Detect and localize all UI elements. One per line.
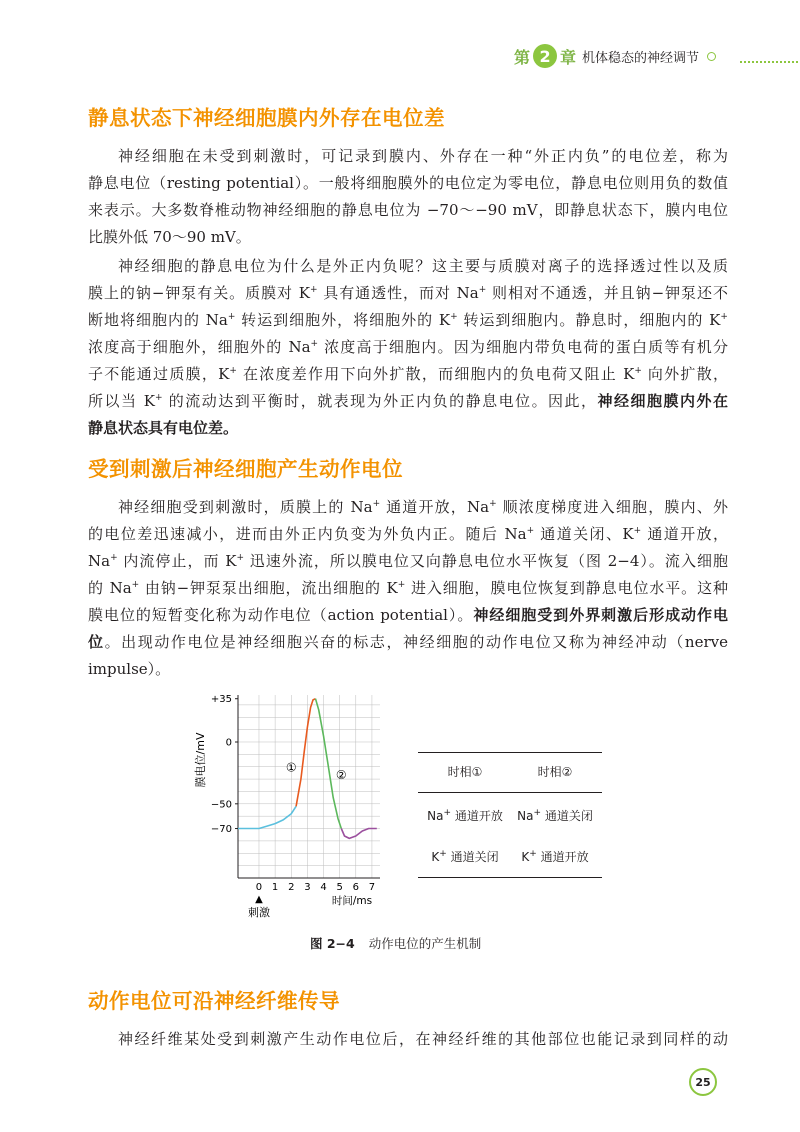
paragraph-conduction: [88, 1026, 728, 1053]
ion-k: K: [431, 850, 440, 864]
table-cell: [510, 848, 600, 865]
charge: +: [526, 526, 535, 536]
text-run: 迅速外流，所以膜电位又向静息电位水平恢复（图 2−4）。流入细胞: [249, 552, 728, 570]
text-line: [88, 388, 728, 415]
action-potential-chart: [190, 690, 390, 920]
text-run: 膜上的钠−钾泵有关。质膜对: [88, 284, 294, 302]
text-line: [88, 334, 728, 361]
text-run: 所以当: [88, 392, 138, 410]
paragraph-action-potential: [88, 494, 728, 683]
ion-na: Na: [467, 498, 490, 516]
text-run: 在浓度差作用下向外扩散，而细胞内的负电荷又阻止: [242, 365, 618, 383]
stimulus-label: 刺激: [247, 906, 270, 919]
charge: +: [309, 285, 318, 295]
ion-na: Na: [288, 338, 311, 356]
text-run: 通道关闭、: [540, 525, 623, 543]
series-line-rest: [238, 806, 296, 828]
charge: +: [229, 366, 237, 376]
series-line-phase2: [316, 699, 342, 829]
table-cell: [510, 807, 600, 824]
ion-na: Na: [456, 284, 479, 302]
stimulus-arrow-icon: ▲: [255, 894, 263, 905]
text-run: 的流动达到平衡时，就表现为外正内负的静息电位。因此，: [168, 392, 598, 410]
y-axis-label: 膜电位/mV: [194, 732, 207, 788]
ion-k: K: [438, 311, 451, 329]
text-line: [88, 602, 728, 629]
x-tick-label: 7: [368, 882, 376, 893]
ion-k: K: [218, 365, 230, 383]
page-number: 25: [689, 1068, 717, 1096]
table-cell: [420, 807, 510, 824]
text-run: 的电位差迅速减小，进而由外正内负变为外负内正。随后: [88, 525, 499, 543]
text-run: 浓度高于细胞外，细胞外的: [88, 338, 283, 356]
charge: +: [310, 339, 319, 349]
chart-axes: [238, 695, 380, 878]
section-heading-conduction: 动作电位可沿神经纤维传导: [88, 989, 340, 1013]
ion-na: Na: [205, 311, 228, 329]
table-rule-bottom: [418, 877, 602, 878]
charge: +: [439, 849, 447, 859]
text-line: [88, 548, 728, 575]
chapter-header: [514, 44, 716, 68]
ion-k: K: [709, 311, 721, 329]
charge: +: [529, 849, 537, 859]
section-heading-resting: 静息状态下神经细胞膜内外存在电位差: [88, 106, 445, 130]
charge: +: [634, 366, 642, 376]
ion-na: Na: [517, 809, 534, 823]
text-line: [88, 521, 728, 548]
figure-caption: [310, 934, 481, 952]
bold-run: 神经细胞受到外界刺激后形成动作电: [473, 606, 728, 624]
text-line: [88, 280, 728, 307]
charge: +: [489, 499, 497, 509]
y-tick-label: 0: [225, 737, 232, 749]
text-line: [88, 494, 728, 521]
charge: +: [397, 580, 406, 590]
ion-k: K: [225, 552, 237, 570]
text-run: 膜电位的短暂变化称为动作电位（action potential）。: [88, 606, 474, 624]
chapter-suffix: 章: [560, 47, 577, 67]
x-axis-label: 时间/ms: [331, 895, 373, 907]
table-header-cell: 时相①: [447, 765, 483, 779]
table-row: [418, 793, 602, 834]
charge: +: [154, 393, 163, 403]
ion-na: Na: [504, 525, 527, 543]
bold-run: 神经细胞膜内外在: [597, 392, 728, 410]
text-line: [88, 629, 728, 656]
ion-na: Na: [88, 552, 111, 570]
x-tick-label: 5: [336, 882, 343, 893]
section-heading-action: 受到刺激后神经细胞产生动作电位: [88, 457, 403, 481]
charge: +: [633, 526, 642, 536]
text-line: 比膜外低 70～90 mV。: [88, 228, 251, 246]
charge: +: [450, 312, 458, 322]
text-line: [88, 361, 728, 388]
table-header-row: [418, 753, 602, 792]
text-line: 神经细胞的静息电位为什么是外正内负呢？这主要与质膜对离子的选择透过性以及质: [118, 257, 728, 275]
x-tick-label: 0: [255, 882, 263, 893]
text-run: 子不能通过质膜，: [88, 365, 219, 383]
text-line: 静息状态具有电位差。: [88, 419, 239, 437]
ion-na: Na: [109, 579, 132, 597]
text-run: 由钠−钾泵泵出细胞，流出细胞的: [144, 579, 381, 597]
text-run: 具有通透性，而对: [323, 284, 451, 302]
text-line: impulse）。: [88, 660, 171, 678]
text-run: 转运到细胞内。静息时，细胞内的: [463, 311, 704, 329]
cell-text: 通道关闭: [450, 850, 499, 864]
header-circle-icon: [707, 52, 716, 61]
charge: +: [372, 499, 381, 509]
y-tick-label: −70: [210, 824, 232, 836]
text-run: 通道开放，: [647, 525, 728, 543]
chart-grid: [238, 695, 380, 878]
charge: +: [227, 312, 236, 322]
charge: +: [443, 808, 452, 818]
text-run: 向外扩散，: [647, 365, 728, 383]
x-tick-label: 1: [271, 882, 279, 893]
charge: +: [533, 808, 542, 818]
text-run: 进入细胞，膜电位恢复到静息电位水平。这种: [410, 579, 728, 597]
ion-k: K: [143, 392, 155, 410]
text-line: 静息电位（resting potential）。一般将细胞膜外的电位定为零电位，静息电位则用负的数值: [88, 174, 728, 192]
charge: +: [478, 285, 487, 295]
text-line: 神经细胞在未受到刺激时，可记录到膜内、外存在一种“外正内负”的电位差，称为: [118, 147, 728, 165]
text-run: 则相对不通透，并且钠−钾泵还不: [492, 284, 728, 302]
x-tick-label: 3: [304, 882, 311, 893]
caption-text: 动作电位的产生机制: [368, 936, 482, 951]
text-run: 的: [88, 579, 104, 597]
text-run: 内流停止，而: [123, 552, 220, 570]
x-tick-label: 4: [320, 882, 327, 893]
x-tick-label: 2: [288, 882, 295, 893]
cell-text: 通道开放: [454, 809, 503, 823]
caption-number: 图 2−4: [310, 936, 355, 951]
text-run: 神经细胞受到刺激时，质膜上的: [118, 498, 345, 516]
y-tick-label: +35: [210, 694, 232, 706]
text-line: [88, 307, 728, 334]
chapter-number-badge: 2: [533, 44, 557, 68]
table-row: [418, 834, 602, 877]
text-run: 转运到细胞外，将细胞外的: [241, 311, 434, 329]
phase-label-2: ②: [335, 768, 347, 783]
charge: +: [720, 312, 728, 322]
text-run: 浓度高于细胞内。因为细胞内带负电荷的蛋白质等有机分: [324, 338, 728, 356]
x-tick-label: 6: [352, 882, 359, 893]
chapter-title: 机体稳态的神经调节: [582, 50, 700, 66]
charge: +: [236, 553, 245, 563]
text-run: 。出现动作电位是神经细胞兴奋的标志，神经细胞的动作电位又称为神经冲动（nerve: [104, 633, 728, 651]
ion-k: K: [623, 365, 635, 383]
phase-label-1: ①: [285, 760, 297, 775]
charge: +: [110, 553, 118, 563]
text-run: 顺浓度梯度进入细胞，膜内、外: [502, 498, 728, 516]
phase-table: [418, 752, 602, 878]
paragraph-resting-mechanism: [88, 253, 728, 442]
y-tick-label: −50: [210, 799, 232, 811]
chart-labels: [211, 694, 375, 893]
cell-text: 通道开放: [540, 850, 589, 864]
charge: +: [131, 580, 140, 590]
chapter-prefix: 第: [514, 47, 531, 67]
series-line-phase1: [296, 699, 315, 807]
cell-text: 通道关闭: [544, 809, 593, 823]
header-dotted-rule: [740, 61, 798, 63]
ion-na: Na: [427, 809, 444, 823]
text-line: 来表示。大多数脊椎动物神经细胞的静息电位为 −70～−90 mV，即静息状态下，膜内电位: [88, 201, 728, 219]
table-cell: [420, 848, 510, 865]
paragraph-resting-potential: [88, 143, 728, 251]
ion-k: K: [298, 284, 310, 302]
ion-na: Na: [350, 498, 373, 516]
text-line: 神经纤维某处受到刺激产生动作电位后，在神经纤维的其他部位也能记录到同样的动: [118, 1030, 728, 1048]
ion-k: K: [521, 850, 530, 864]
text-line: [88, 575, 728, 602]
table-header-cell: 时相②: [537, 765, 573, 779]
text-run: 断地将细胞内的: [88, 311, 200, 329]
ion-k: K: [622, 525, 634, 543]
bold-run: 位: [88, 633, 105, 651]
text-run: 通道开放，: [386, 498, 467, 516]
ion-k: K: [386, 579, 398, 597]
series-line-hyperpolarization: [341, 829, 377, 839]
